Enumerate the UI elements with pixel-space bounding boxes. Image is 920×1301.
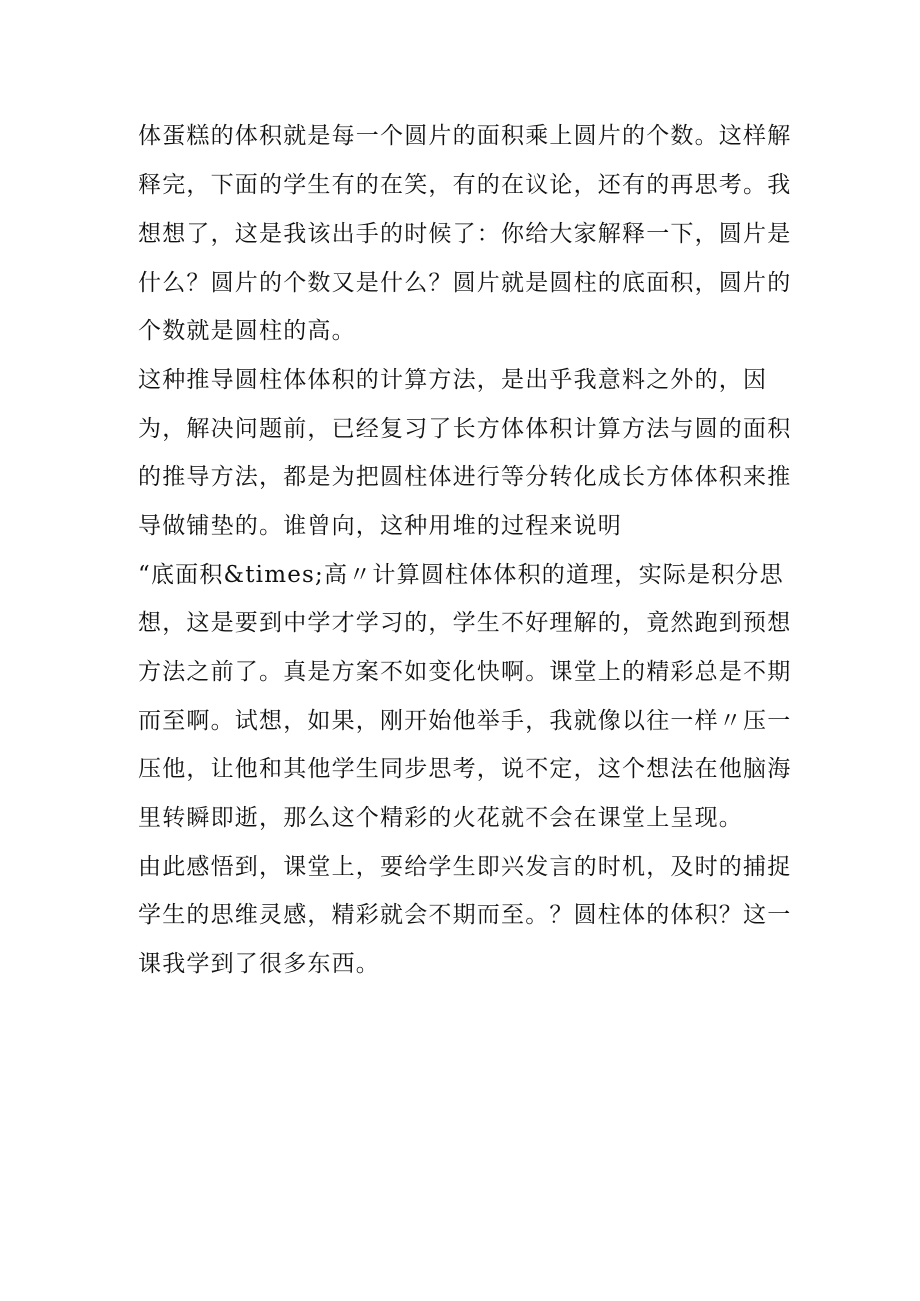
text-line: 体蛋糕的体积就是每一个圆片的面积乘上圆片的个数。这样解 xyxy=(138,123,792,149)
text-line: 压他，让他和其他学生同步思考，说不定，这个想法在他脑海 xyxy=(138,756,792,782)
text-line: 里转瞬即逝，那么这个精彩的火花就不会在课堂上呈现。 xyxy=(138,805,743,831)
text-line: 学生的思维灵感，精彩就会不期而至。？圆柱体的体积？这一 xyxy=(138,902,792,928)
text-line: 个数就是圆柱的高。 xyxy=(138,318,356,344)
text-line: 的推导方法，都是为把圆柱体进行等分转化成长方体体积来推 xyxy=(138,464,792,490)
text-line: 释完，下面的学生有的在笑，有的在议论，还有的再思考。我 xyxy=(138,172,792,198)
text-line: 为，解决问题前，已经复习了长方体体积计算方法与圆的面积 xyxy=(138,416,792,442)
text-line: 想想了，这是我该出手的时候了：你给大家解释一下，圆片是 xyxy=(138,221,792,247)
text-line: 方法之前了。真是方案不如变化快啊。课堂上的精彩总是不期 xyxy=(138,659,792,685)
text-line: 什么？圆片的个数又是什么？圆片就是圆柱的底面积，圆片的 xyxy=(138,270,792,296)
text-line: 导做铺垫的。谁曾向，这种用堆的过程来说明 xyxy=(138,513,622,539)
text-line: 由此感悟到，课堂上，要给学生即兴发言的时机，及时的捕捉 xyxy=(138,854,792,880)
text-line: 这种推导圆柱体体积的计算方法，是出乎我意料之外的，因 xyxy=(138,367,768,393)
text-line: 想，这是要到中学才学习的，学生不好理解的，竟然跑到预想 xyxy=(138,610,792,636)
text-line: “底面积&times;高〃计算圆柱体体积的道理，实际是积分思 xyxy=(138,562,784,588)
text-line: 课我学到了很多东西。 xyxy=(138,951,380,977)
text-line: 而至啊。试想，如果，刚开始他举手，我就像以往一样〃压一 xyxy=(138,708,792,734)
